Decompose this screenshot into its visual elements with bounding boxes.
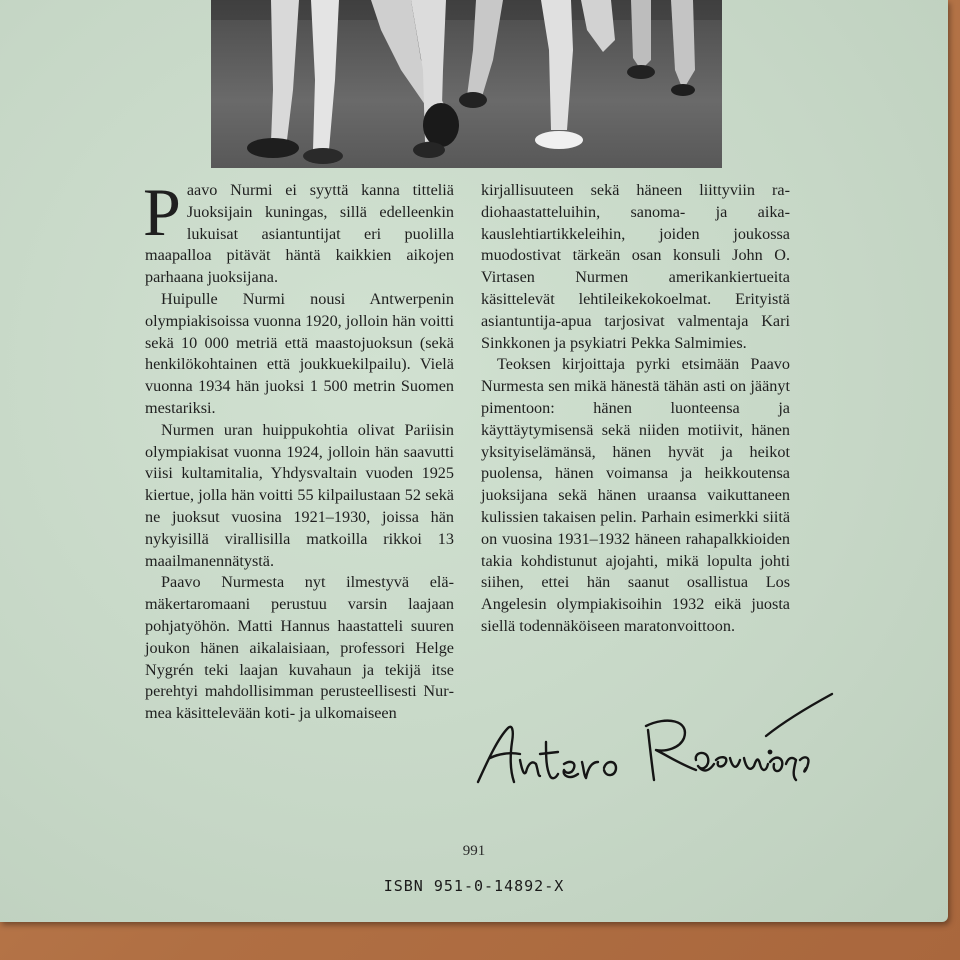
paragraph-intro-text: aavo Nurmi ei syyttä kanna titteliä Juoksijain kuningas, sillä edelleenkin lukuisat asiantuntijat eri puolilla maapalloa pitävät häntä kaikkien aikojen parhaana juoksijana.: [145, 181, 454, 287]
paragraph-paris: Nurmen uran huippukohtia olivat Pariisin olympiakisat vuonna 1924, jolloin hän saavutti viisi kultamitalia, Yhdysvaltain vuoden 1925 kiertue, jolla hän voitti 55 kilpailustaan 52 sekä ne juoksut vuosina 1921–1930, joissa hän nykyisillä virallisilla matkoilla rikkoi 13 maailmanennätystä.: [145, 420, 454, 570]
drop-cap: P: [143, 174, 181, 250]
page-number: 991: [462, 843, 486, 859]
isbn-number: ISBN 951-0-14892-X: [383, 877, 565, 895]
running-legs-photo-icon: [211, 0, 722, 168]
paragraph-intro: [143, 174, 454, 289]
paragraph-sources: kirjallisuuteen sekä häneen liittyviin radiohaastatteluihin, sanoma- ja aikakauslehtiartikkeleihin, joiden joukossa muodostivat tärkeän osan konsuli John O. Virtasen Nurmen amerikankiertueita käsittelevät lehtileikekokoelmat. Erityistä asiantuntija-apua tarjosivat valmentaja Kari Sinkkonen ja psykiatri Pekka Salmimies.: [481, 181, 790, 352]
handwritten-signature-icon: [470, 690, 840, 800]
text-column-right: [481, 180, 790, 638]
paragraph-author-aim: Teoksen kirjoittaja pyrki etsimään Paavo Nurmesta sen mikä hänestä tähän asti on jäänyt pimentoon: hänen luonteensa ja käyttäytymisensä sekä niiden motiivit, hänen yksityiselämänsä, hänen hyvät ja heikot puolensa, hänen voimansa ja heikkoutensa juoksijana sekä hänen uraansa vaikuttaneen kulissien takaisen pelin. Parhain esimerkki siitä on vuosina 1931–1932 häneen rahapalkkioiden takia kohdistunut ajojahti, mikä lopulta johti siihen, ettei hän saanut osallistua Los Angelesin olympiakisoihin 1932 eikä juosta siellä todennäköiseen maratonvoittoon.: [481, 355, 790, 635]
paragraph-antwerp: Huipulle Nurmi nousi Antwerpenin olympiakisoissa vuonna 1920, jolloin hän voitti sekä 10 000 metriä että maastojuoksun (sekä henkilökohtainen että joukkuekilpailu). Vielä vuonna 1934 hän juoksi 1 500 metrin Suomen mestariksi.: [145, 289, 454, 417]
paragraph-biography: Paavo Nurmesta nyt ilmestyvä elämäkertaromaani perustuu varsin laajaan pohjatyöhön. Matti Hannus haastatteli suuren joukon hänen aikalaisiaan, professori Helge Nygrén teki laajan kuvahaun ja tekijä itse perehtyi mahdollisimman perusteellisesti Nurmea käsittelevään koti- ja ulkomaiseen: [145, 573, 454, 723]
text-column-left: [143, 174, 454, 725]
